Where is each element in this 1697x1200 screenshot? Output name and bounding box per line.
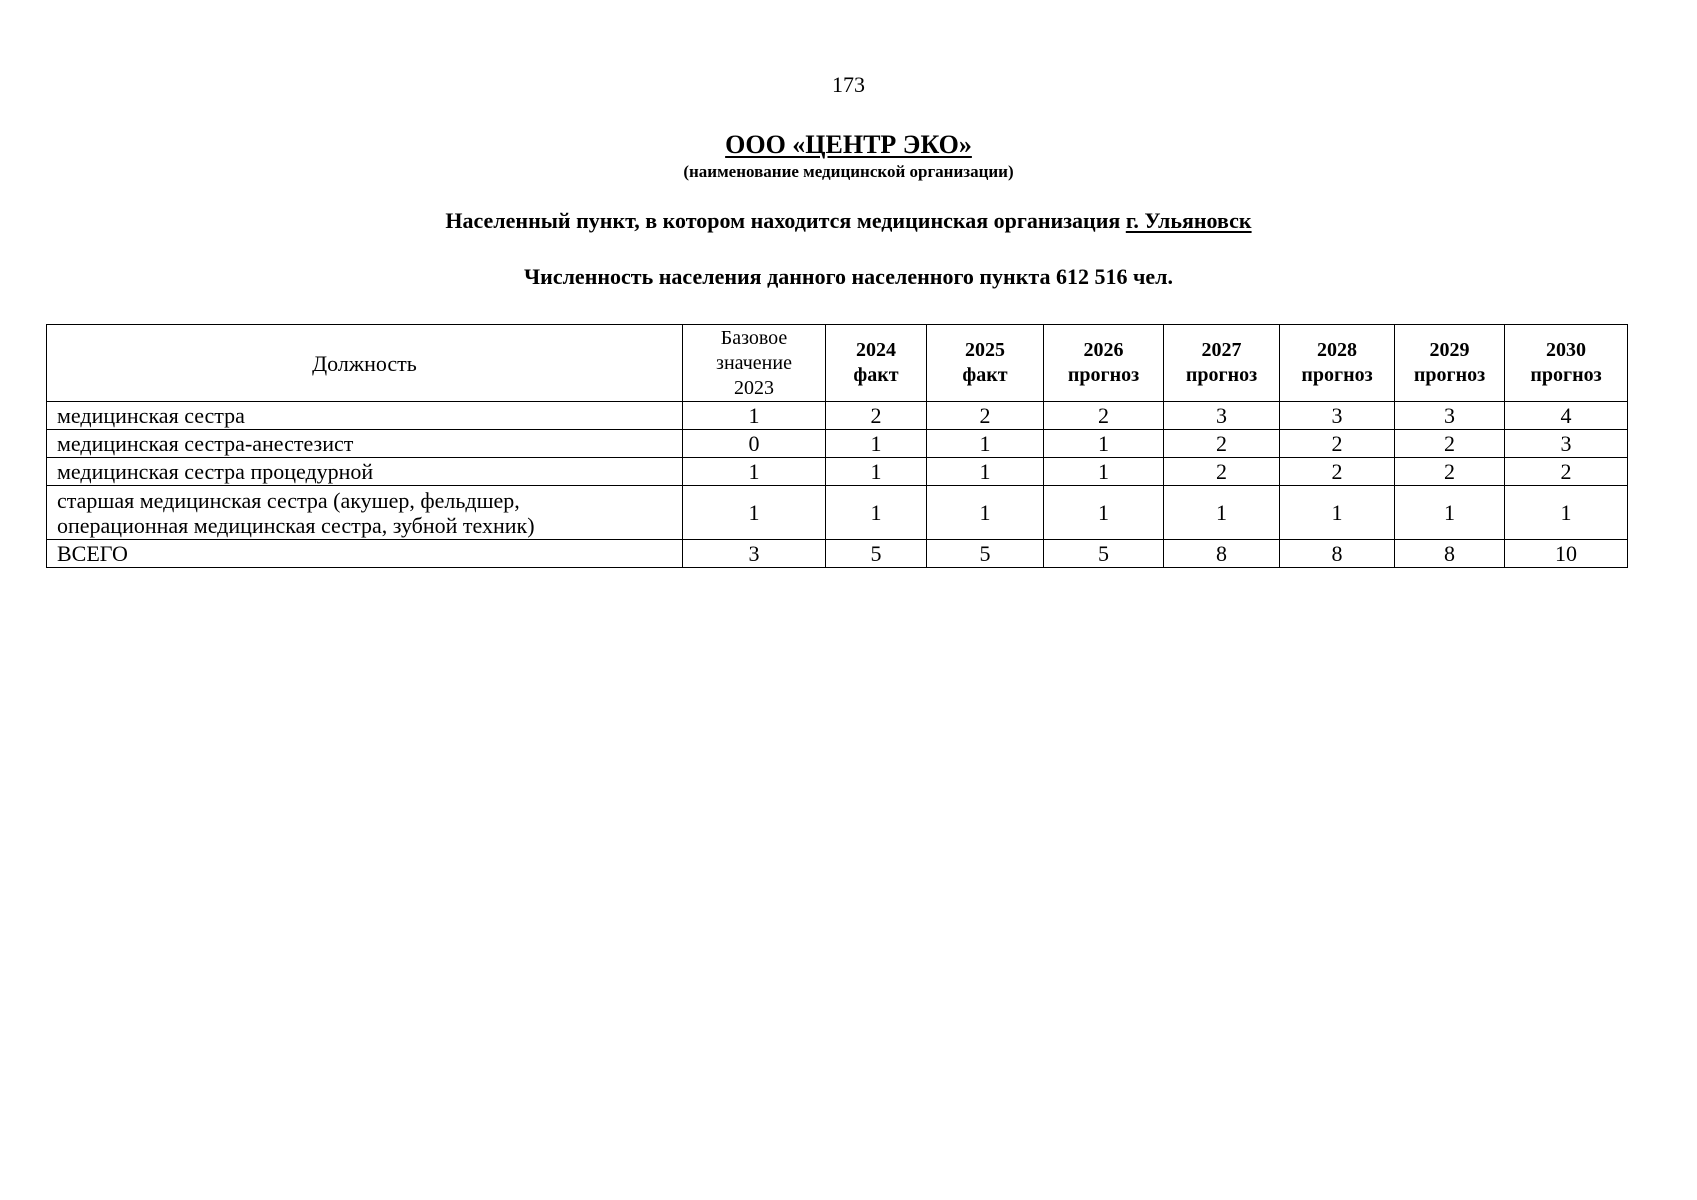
header-kind: прогноз — [1301, 364, 1373, 386]
organization-name — [0, 130, 1697, 160]
staff-table — [46, 324, 1628, 568]
header-year: 2025 — [965, 339, 1005, 361]
header-year: 2027 — [1201, 339, 1242, 361]
table-row — [47, 486, 1628, 540]
value-cell: 8 — [1395, 540, 1505, 568]
settlement-value: г. Ульяновск — [1125, 208, 1252, 233]
value-cell: 1 — [1280, 486, 1395, 540]
value-cell: 1 — [826, 458, 927, 486]
position-line: операционная медицинская сестра, зубной техник) — [57, 512, 535, 538]
value-cell: 2 — [1280, 458, 1395, 486]
header-year-2027 — [1164, 325, 1280, 402]
header-base-value — [683, 325, 826, 402]
value-cell: 1 — [927, 486, 1044, 540]
value-cell: 8 — [1164, 540, 1280, 568]
header-year: 2024 — [856, 339, 896, 361]
header-year: 2029 — [1429, 339, 1470, 361]
value-cell: 1 — [1395, 486, 1505, 540]
value-cell: 2 — [1505, 458, 1628, 486]
header-base-line: 2023 — [734, 376, 774, 399]
value-cell: 2 — [1395, 430, 1505, 458]
value-cell: 1 — [1044, 430, 1164, 458]
position-line: старшая медицинская сестра (акушер, фельдшер, — [57, 487, 520, 513]
position-cell: медицинская сестра — [47, 402, 683, 430]
position-cell: медицинская сестра процедурной — [47, 458, 683, 486]
table-total-row — [47, 540, 1628, 568]
value-cell: 3 — [1395, 402, 1505, 430]
position-cell: медицинская сестра-анестезист — [47, 430, 683, 458]
total-label-cell: ВСЕГО — [47, 540, 683, 568]
value-cell: 2 — [1164, 430, 1280, 458]
value-cell: 1 — [683, 402, 826, 430]
value-cell: 1 — [1505, 486, 1628, 540]
header-kind: прогноз — [1530, 364, 1602, 386]
page-number: 173 — [832, 72, 865, 97]
header-kind: прогноз — [1067, 364, 1140, 386]
value-cell: 3 — [1280, 402, 1395, 430]
value-cell: 1 — [1044, 486, 1164, 540]
value-cell: 3 — [683, 540, 826, 568]
value-cell: 5 — [1044, 540, 1164, 568]
header-base-line: значение — [716, 351, 792, 374]
header-year: 2026 — [1083, 339, 1124, 361]
organization-name-text: ООО «ЦЕНТР ЭКО» — [725, 130, 972, 159]
value-cell: 1 — [1164, 486, 1280, 540]
value-cell: 3 — [1164, 402, 1280, 430]
header-kind: прогноз — [1413, 364, 1486, 386]
table-row — [47, 458, 1628, 486]
table-row — [47, 430, 1628, 458]
value-cell: 1 — [1044, 458, 1164, 486]
value-cell: 5 — [927, 540, 1044, 568]
value-cell: 2 — [1280, 430, 1395, 458]
value-cell: 2 — [826, 402, 927, 430]
header-year-2028 — [1280, 325, 1395, 402]
value-cell: 1 — [826, 486, 927, 540]
header-kind: прогноз — [1185, 364, 1258, 386]
value-cell: 1 — [927, 430, 1044, 458]
settlement-label: Населенный пункт, в котором находится медицинская организация — [445, 208, 1121, 233]
value-cell: 1 — [927, 458, 1044, 486]
population-line: Численность населения данного населенного пункта 612 516 чел. — [524, 264, 1173, 289]
header-kind: факт — [962, 364, 1008, 386]
header-year-2029 — [1395, 325, 1505, 402]
header-kind: факт — [853, 364, 899, 386]
value-cell: 1 — [826, 430, 927, 458]
header-base-line: Базовое — [720, 326, 788, 349]
value-cell: 1 — [683, 458, 826, 486]
value-cell: 2 — [1044, 402, 1164, 430]
header-position: Должность — [47, 325, 683, 402]
header-year-2024 — [826, 325, 927, 402]
value-cell: 4 — [1505, 402, 1628, 430]
value-cell: 5 — [826, 540, 927, 568]
value-cell: 1 — [683, 486, 826, 540]
position-cell — [47, 486, 683, 540]
header-year: 2028 — [1317, 339, 1357, 361]
value-cell: 2 — [927, 402, 1044, 430]
organization-caption: (наименование медицинской организации) — [683, 162, 1014, 181]
table-header-row — [47, 325, 1628, 402]
value-cell: 10 — [1505, 540, 1628, 568]
table-row — [47, 402, 1628, 430]
value-cell: 2 — [1395, 458, 1505, 486]
value-cell: 0 — [683, 430, 826, 458]
header-year-2025 — [927, 325, 1044, 402]
value-cell: 2 — [1164, 458, 1280, 486]
header-year-2026 — [1044, 325, 1164, 402]
value-cell: 8 — [1280, 540, 1395, 568]
value-cell: 3 — [1505, 430, 1628, 458]
settlement-line — [0, 208, 1697, 234]
header-year: 2030 — [1546, 339, 1586, 361]
header-year-2030 — [1505, 325, 1628, 402]
